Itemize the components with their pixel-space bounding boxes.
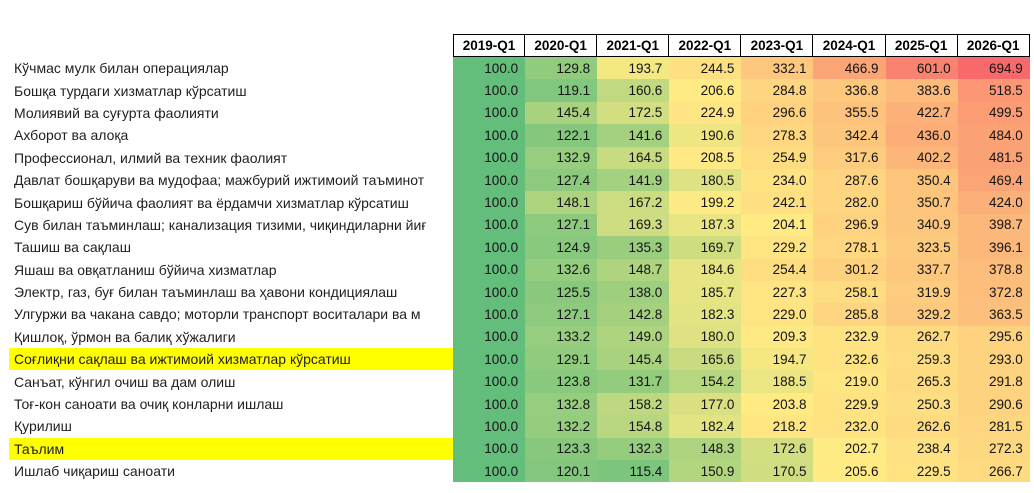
- heatmap-cell[interactable]: 119.1: [525, 79, 597, 101]
- heatmap-cell[interactable]: 100.0: [453, 393, 525, 415]
- heatmap-cell[interactable]: 363.5: [958, 303, 1030, 325]
- heatmap-cell[interactable]: 232.9: [813, 326, 885, 348]
- heatmap-cell[interactable]: 100.0: [453, 348, 525, 370]
- heatmap-cell[interactable]: 100.0: [453, 191, 525, 213]
- heatmap-cell[interactable]: 332.1: [741, 57, 813, 79]
- heatmap-cell[interactable]: 202.7: [813, 438, 885, 460]
- heatmap-cell[interactable]: 142.8: [597, 303, 669, 325]
- heatmap-cell[interactable]: 169.7: [669, 236, 741, 258]
- header-row: [0, 34, 1030, 57]
- heatmap-cell[interactable]: 224.9: [669, 102, 741, 124]
- heatmap-cell[interactable]: 469.4: [958, 169, 1030, 191]
- heatmap-cell[interactable]: 284.8: [741, 79, 813, 101]
- heatmap-cell[interactable]: 350.7: [886, 191, 958, 213]
- heatmap-cell[interactable]: 227.3: [741, 281, 813, 303]
- row-label[interactable]: Молиявий ва суғурта фаолияти: [14, 104, 219, 121]
- heatmap-cell[interactable]: 204.1: [741, 214, 813, 236]
- heatmap-cell[interactable]: 141.6: [597, 124, 669, 146]
- heatmap-cell[interactable]: 383.6: [886, 79, 958, 101]
- table-row: [0, 303, 1030, 325]
- heatmap-cell[interactable]: 180.5: [669, 169, 741, 191]
- table-row: [0, 57, 1030, 79]
- heatmap-cell[interactable]: 232.6: [813, 348, 885, 370]
- heatmap-cell[interactable]: 218.2: [741, 415, 813, 437]
- heatmap-cell[interactable]: 258.1: [813, 281, 885, 303]
- heatmap-cell[interactable]: 127.1: [525, 214, 597, 236]
- heatmap-cell[interactable]: 115.4: [597, 460, 669, 482]
- heatmap-cell[interactable]: 182.4: [669, 415, 741, 437]
- table-row: [0, 281, 1030, 303]
- heatmap-cell[interactable]: 120.1: [525, 460, 597, 482]
- heatmap-cell[interactable]: 329.2: [886, 303, 958, 325]
- heatmap-cell[interactable]: 127.4: [525, 169, 597, 191]
- heatmap-cell[interactable]: 319.9: [886, 281, 958, 303]
- table-row: [0, 460, 1030, 482]
- heatmap-cell[interactable]: 350.4: [886, 169, 958, 191]
- column-header-2026-Q1[interactable]: 2026-Q1: [958, 34, 1030, 57]
- table-row: [0, 79, 1030, 101]
- row-label[interactable]: Санъат, кўнгил очиш ва дам олиш: [14, 373, 236, 390]
- row-label[interactable]: Соғлиқни сақлаш ва ижтимоий хизматлар кўрсатиш: [0, 348, 453, 370]
- column-header-2024-Q1[interactable]: 2024-Q1: [813, 34, 885, 57]
- table-row: [0, 102, 1030, 124]
- heatmap-cell[interactable]: 340.9: [886, 214, 958, 236]
- heatmap-cell[interactable]: 172.5: [597, 102, 669, 124]
- row-label[interactable]: Профессионал, илмий ва техник фаолият: [14, 149, 288, 166]
- heatmap-cell[interactable]: 242.1: [741, 191, 813, 213]
- heatmap-cell[interactable]: 150.9: [669, 460, 741, 482]
- heatmap-cell[interactable]: 129.1: [525, 348, 597, 370]
- heatmap-cell[interactable]: 355.5: [813, 102, 885, 124]
- heatmap-cell[interactable]: 278.3: [741, 124, 813, 146]
- column-header-2023-Q1[interactable]: 2023-Q1: [741, 34, 813, 57]
- heatmap-cell[interactable]: 272.3: [958, 438, 1030, 460]
- heatmap-cell[interactable]: 296.9: [813, 214, 885, 236]
- heatmap-cell[interactable]: 601.0: [886, 57, 958, 79]
- row-label[interactable]: Тоғ-кон саноати ва очиқ конларни ишлаш: [14, 396, 284, 413]
- table-row: [0, 147, 1030, 169]
- heatmap-cell[interactable]: 278.1: [813, 236, 885, 258]
- heatmap-cell[interactable]: 177.0: [669, 393, 741, 415]
- heatmap-cell[interactable]: 127.1: [525, 303, 597, 325]
- heatmap-cell[interactable]: 208.5: [669, 147, 741, 169]
- heatmap-cell[interactable]: 188.5: [741, 370, 813, 392]
- heatmap-cell[interactable]: 337.7: [886, 259, 958, 281]
- heatmap-cell[interactable]: 424.0: [958, 191, 1030, 213]
- heatmap-cell[interactable]: 281.5: [958, 415, 1030, 437]
- heatmap-cell[interactable]: 132.3: [597, 438, 669, 460]
- heatmap-cell[interactable]: 149.0: [597, 326, 669, 348]
- heatmap-cell[interactable]: 124.9: [525, 236, 597, 258]
- heatmap-cell[interactable]: 238.4: [886, 438, 958, 460]
- heatmap-cell[interactable]: 254.9: [741, 147, 813, 169]
- heatmap-cell[interactable]: 229.9: [813, 393, 885, 415]
- table-row: [0, 348, 1030, 370]
- heatmap-cell[interactable]: 100.0: [453, 281, 525, 303]
- heatmap-cell[interactable]: 100.0: [453, 438, 525, 460]
- heatmap-cell[interactable]: 154.8: [597, 415, 669, 437]
- heatmap-cell[interactable]: 287.6: [813, 169, 885, 191]
- heatmap-cell[interactable]: 206.6: [669, 79, 741, 101]
- row-label[interactable]: Ишлаб чиқариш саноати: [14, 463, 175, 480]
- heatmap-cell[interactable]: 187.3: [669, 214, 741, 236]
- heatmap-cell[interactable]: 154.2: [669, 370, 741, 392]
- row-label-column-spacer: [0, 34, 453, 57]
- table-row: [0, 393, 1030, 415]
- heatmap-cell[interactable]: 290.6: [958, 393, 1030, 415]
- heatmap-cell[interactable]: 293.0: [958, 348, 1030, 370]
- heatmap-cell[interactable]: 164.5: [597, 147, 669, 169]
- heatmap-cell[interactable]: 203.8: [741, 393, 813, 415]
- heatmap-cell[interactable]: 232.0: [813, 415, 885, 437]
- heatmap-cell[interactable]: 372.8: [958, 281, 1030, 303]
- table-row: [0, 169, 1030, 191]
- heatmap-cell[interactable]: 244.5: [669, 57, 741, 79]
- heatmap-cell[interactable]: 100.0: [453, 259, 525, 281]
- heatmap-cell[interactable]: 282.0: [813, 191, 885, 213]
- heatmap-cell[interactable]: 132.8: [525, 393, 597, 415]
- row-label[interactable]: Қишлоқ, ўрмон ва балиқ хўжалиги: [14, 328, 236, 345]
- heatmap-cell[interactable]: 398.7: [958, 214, 1030, 236]
- heatmap-cell[interactable]: 100.0: [453, 415, 525, 437]
- heatmap-cell[interactable]: 100.0: [453, 214, 525, 236]
- heatmap-cell[interactable]: 396.1: [958, 236, 1030, 258]
- row-label[interactable]: Ташиш ва сақлаш: [14, 239, 131, 256]
- heatmap-cell[interactable]: 100.0: [453, 79, 525, 101]
- heatmap-cell[interactable]: 499.5: [958, 102, 1030, 124]
- heatmap-cell[interactable]: 296.6: [741, 102, 813, 124]
- heatmap-cell[interactable]: 100.0: [453, 102, 525, 124]
- heatmap-cell[interactable]: 262.6: [886, 415, 958, 437]
- heatmap-cell[interactable]: 285.8: [813, 303, 885, 325]
- table-row: [0, 191, 1030, 213]
- table-row: [0, 214, 1030, 236]
- heatmap-cell[interactable]: 148.7: [597, 259, 669, 281]
- table-row: [0, 326, 1030, 348]
- heatmap-cell[interactable]: 184.6: [669, 259, 741, 281]
- heatmap-cell[interactable]: 378.8: [958, 259, 1030, 281]
- heatmap-cell[interactable]: 205.6: [813, 460, 885, 482]
- heatmap-cell[interactable]: 265.3: [886, 370, 958, 392]
- heatmap-cell[interactable]: 193.7: [597, 57, 669, 79]
- heatmap-cell[interactable]: 148.3: [669, 438, 741, 460]
- column-header-2019-Q1[interactable]: 2019-Q1: [453, 34, 525, 57]
- heatmap-cell[interactable]: 254.4: [741, 259, 813, 281]
- heatmap-cell[interactable]: 100.0: [453, 370, 525, 392]
- heatmap-cell[interactable]: 194.7: [741, 348, 813, 370]
- heatmap-cell[interactable]: 123.8: [525, 370, 597, 392]
- heatmap-cell[interactable]: 100.0: [453, 236, 525, 258]
- heatmap-cell[interactable]: 135.3: [597, 236, 669, 258]
- row-label[interactable]: Сув билан таъминлаш; канализация тизими, чиқиндиларни йиғ: [14, 216, 427, 233]
- heatmap-cell[interactable]: 158.2: [597, 393, 669, 415]
- heatmap-cell[interactable]: 100.0: [453, 460, 525, 482]
- heatmap-cell[interactable]: 100.0: [453, 124, 525, 146]
- heatmap-cell[interactable]: 259.3: [886, 348, 958, 370]
- row-label[interactable]: Бошқа турдаги хизматлар кўрсатиш: [14, 82, 247, 99]
- heatmap-cell[interactable]: 229.2: [741, 236, 813, 258]
- heatmap-cell[interactable]: 100.0: [453, 57, 525, 79]
- heatmap-cell[interactable]: 291.8: [958, 370, 1030, 392]
- heatmap-cell[interactable]: 100.0: [453, 169, 525, 191]
- heatmap-cell[interactable]: 190.6: [669, 124, 741, 146]
- column-header-2022-Q1[interactable]: 2022-Q1: [669, 34, 741, 57]
- heatmap-cell[interactable]: 234.0: [741, 169, 813, 191]
- heatmap-cell[interactable]: 250.3: [886, 393, 958, 415]
- heatmap-cell[interactable]: 295.6: [958, 326, 1030, 348]
- heatmap-cell[interactable]: 133.2: [525, 326, 597, 348]
- heatmap-cell[interactable]: 229.5: [886, 460, 958, 482]
- heatmap-cell[interactable]: 182.3: [669, 303, 741, 325]
- row-label[interactable]: Электр, газ, буғ билан таъминлаш ва ҳавони кондициялаш: [14, 284, 398, 301]
- heatmap-cell[interactable]: 301.2: [813, 259, 885, 281]
- row-label[interactable]: Бошқариш бўйича фаолият ва ёрдамчи хизматлар кўрсатиш: [14, 194, 409, 211]
- heatmap-cell[interactable]: 402.2: [886, 147, 958, 169]
- table-row: [0, 438, 1030, 460]
- column-header-2020-Q1[interactable]: 2020-Q1: [525, 34, 597, 57]
- heatmap-cell[interactable]: 138.0: [597, 281, 669, 303]
- row-label[interactable]: Яшаш ва овқатланиш бўйича хизматлар: [14, 261, 277, 278]
- table-row: [0, 236, 1030, 258]
- heatmap-cell[interactable]: 169.3: [597, 214, 669, 236]
- row-label[interactable]: Улгуржи ва чакана савдо; моторли транспорт воситалари ва м: [14, 306, 421, 323]
- heatmap-cell[interactable]: 123.3: [525, 438, 597, 460]
- row-label[interactable]: Қурилиш: [14, 418, 72, 435]
- heatmap-cell[interactable]: 145.4: [525, 102, 597, 124]
- heatmap-cell[interactable]: 266.7: [958, 460, 1030, 482]
- heatmap-cell[interactable]: 484.0: [958, 124, 1030, 146]
- heatmap-cell[interactable]: 342.4: [813, 124, 885, 146]
- heatmap-cell[interactable]: 172.6: [741, 438, 813, 460]
- heatmap-cell[interactable]: 180.0: [669, 326, 741, 348]
- heatmap-cell[interactable]: 229.0: [741, 303, 813, 325]
- heatmap-cell[interactable]: 131.7: [597, 370, 669, 392]
- heatmap-cell[interactable]: 219.0: [813, 370, 885, 392]
- heatmap-table: [0, 34, 1030, 482]
- heatmap-cell[interactable]: 167.2: [597, 191, 669, 213]
- column-header-2021-Q1[interactable]: 2021-Q1: [597, 34, 669, 57]
- heatmap-cell[interactable]: 132.6: [525, 259, 597, 281]
- heatmap-cell[interactable]: 132.2: [525, 415, 597, 437]
- heatmap-cell[interactable]: 141.9: [597, 169, 669, 191]
- heatmap-cell[interactable]: 199.2: [669, 191, 741, 213]
- heatmap-cell[interactable]: 122.1: [525, 124, 597, 146]
- row-label[interactable]: Кўчмас мулк билан операциялар: [14, 60, 229, 77]
- heatmap-cell[interactable]: 129.8: [525, 57, 597, 79]
- heatmap-cell[interactable]: 160.6: [597, 79, 669, 101]
- heatmap-cell[interactable]: 100.0: [453, 147, 525, 169]
- column-header-2025-Q1[interactable]: 2025-Q1: [886, 34, 958, 57]
- table-row: [0, 124, 1030, 146]
- row-label[interactable]: Давлат бошқаруви ва мудофаа; мажбурий ижтимоий таъминот: [14, 172, 425, 189]
- heatmap-cell[interactable]: 100.0: [453, 303, 525, 325]
- heatmap-cell[interactable]: 694.9: [958, 57, 1030, 79]
- heatmap-cell[interactable]: 209.3: [741, 326, 813, 348]
- heatmap-cell[interactable]: 323.5: [886, 236, 958, 258]
- heatmap-cell[interactable]: 165.6: [669, 348, 741, 370]
- heatmap-cell[interactable]: 125.5: [525, 281, 597, 303]
- row-label[interactable]: Таълим: [0, 438, 453, 460]
- heatmap-cell[interactable]: 132.9: [525, 147, 597, 169]
- row-label[interactable]: Ахборот ва алоқа: [14, 127, 129, 144]
- heatmap-cell[interactable]: 145.4: [597, 348, 669, 370]
- heatmap-cell[interactable]: 336.8: [813, 79, 885, 101]
- heatmap-cell[interactable]: 518.5: [958, 79, 1030, 101]
- heatmap-cell[interactable]: 422.7: [886, 102, 958, 124]
- heatmap-cell[interactable]: 185.7: [669, 281, 741, 303]
- heatmap-cell[interactable]: 481.5: [958, 147, 1030, 169]
- heatmap-cell[interactable]: 100.0: [453, 326, 525, 348]
- heatmap-cell[interactable]: 436.0: [886, 124, 958, 146]
- heatmap-cell[interactable]: 317.6: [813, 147, 885, 169]
- heatmap-cell[interactable]: 148.1: [525, 191, 597, 213]
- table-row: [0, 259, 1030, 281]
- table-row: [0, 415, 1030, 437]
- heatmap-cell[interactable]: 466.9: [813, 57, 885, 79]
- table-row: [0, 370, 1030, 392]
- heatmap-cell[interactable]: 262.7: [886, 326, 958, 348]
- heatmap-cell[interactable]: 170.5: [741, 460, 813, 482]
